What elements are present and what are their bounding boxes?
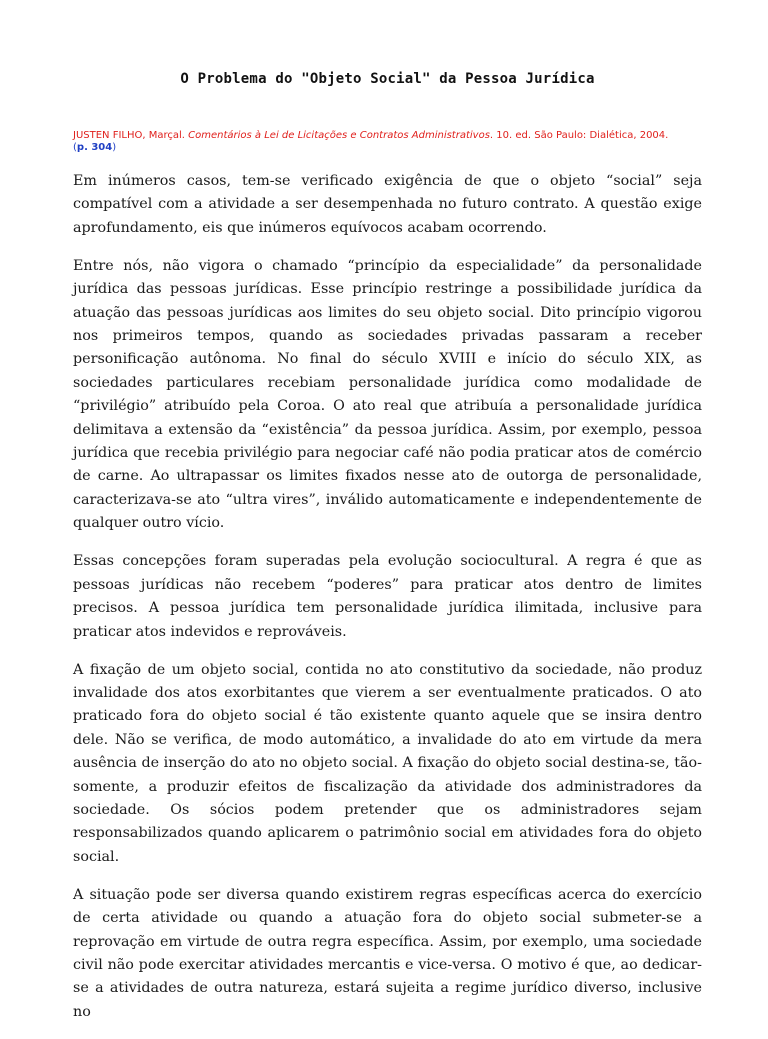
document-body bbox=[73, 170, 702, 1039]
citation-close-paren: ) bbox=[112, 142, 117, 153]
citation-page-ref: p. 304 bbox=[76, 142, 113, 153]
body-paragraph: Entre nós, não vigora o chamado “princípio da especialidade” da personalidade jurídica das pessoas jurídicas. Esse princípio restringe a possibilidade jurídica da atuação das pessoas jurídicas aos limites do seu objeto social. Dito princípio vigorou nos primeiros tempos, quando as sociedades privadas passaram a receber personificação autônoma. No final do século XVIII e início do século XIX, as sociedades particulares recebiam personalidade jurídica como modalidade de “privilégio” atribuído pela Coroa. O ato real que atribuía a personalidade jurídica delimitava a extensão da “existência” da pessoa jurídica. Assim, por exemplo, pessoa jurídica que recebia privilégio para negociar café não podia praticar atos de comércio de carne. Ao ultrapassar os limites fixados nesse ato de outorga de personalidade, caracterizava-se ato “ultra vires”, inválido automaticamente e independentemente de qualquer outro vício. bbox=[73, 257, 702, 532]
citation-details: . 10. ed. São Paulo: Dialética, 2004. bbox=[489, 130, 669, 141]
body-paragraph: A fixação de um objeto social, contida no ato constitutivo da sociedade, não produz invalidade dos atos exorbitantes que vierem a ser eventualmente praticados. O ato praticado fora do objeto social é tão existente quanto aquele que se insira dentro dele. Não se verifica, de modo automático, a invalidade do ato em virtude da mera ausência de inserção do ato no objeto social. A fixação do objeto social destina-se, tão-somente, a produzir efeitos de fiscalização da atividade dos administradores da sociedade. Os sócios podem pretender que os administradores sejam responsabilizados quando aplicarem o patrimônio social em atividades fora do objeto social. bbox=[73, 661, 702, 865]
citation bbox=[73, 130, 702, 154]
body-paragraph: Essas concepções foram superadas pela evolução sociocultural. A regra é que as pessoas jurídicas não recebem “poderes” para praticar atos dentro de limites precisos. A pessoa jurídica tem personalidade jurídica ilimitada, inclusive para praticar atos indevidos e reprováveis. bbox=[73, 553, 702, 640]
citation-work: Comentários à Lei de Licitações e Contratos Administrativos bbox=[188, 130, 490, 141]
document-title: O Problema do "Objeto Social" da Pessoa Jurídica bbox=[180, 71, 595, 87]
body-paragraph: Em inúmeros casos, tem-se verificado exigência de que o objeto “social” seja compatível com a atividade a ser desempenhada no futuro contrato. A questão exige aprofundamento, eis que inúmeros equívocos acabam ocorrendo. bbox=[73, 173, 702, 236]
citation-author: JUSTEN FILHO, Marçal. bbox=[73, 130, 185, 141]
citation-open-paren: ( bbox=[73, 142, 77, 153]
body-paragraph: A situação pode ser diversa quando existirem regras específicas acerca do exercício de certa atividade ou quando a atuação fora do objeto social submeter-se a reprovação em virtude de outra regra específica. Assim, por exemplo, uma sociedade civil não pode exercitar atividades mercantis e vice-versa. O motivo é que, ao dedicar-se a atividades de outra natureza, estará sujeita a regime jurídico diverso, inclusive no bbox=[73, 886, 702, 1020]
